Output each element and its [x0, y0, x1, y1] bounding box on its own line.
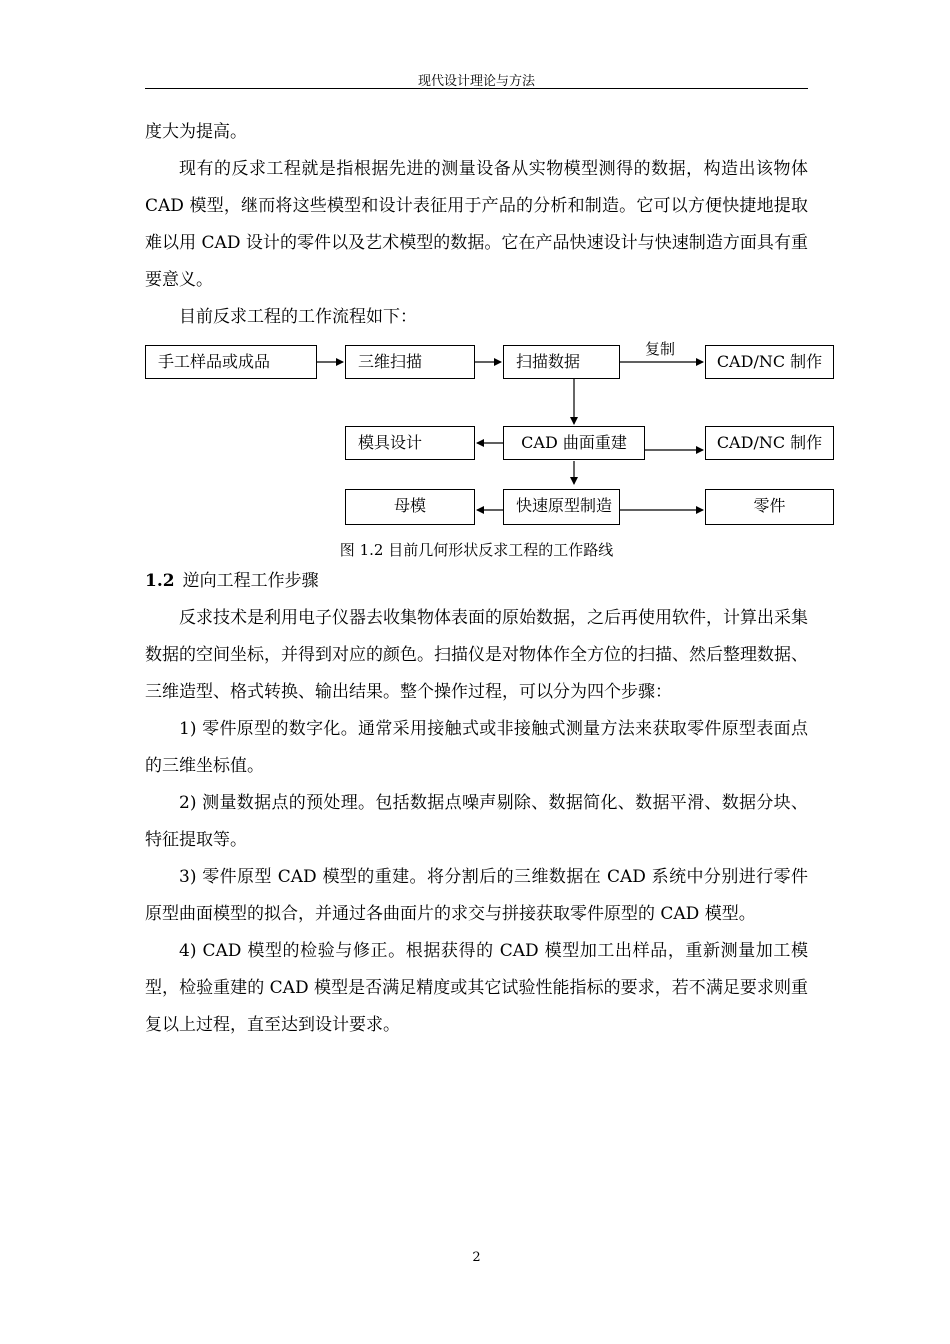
box-3d-scan: 三维扫描 — [345, 345, 475, 379]
workflow-diagram — [145, 340, 823, 535]
step-item-1: 1) 零件原型的数字化。通常采用接触式或非接触式测量方法来获取零件原型表面点的三维坐标值。 — [145, 719, 808, 776]
box-master-mold: 母模 — [345, 489, 475, 525]
box-handmade-sample: 手工样品或成品 — [145, 345, 317, 379]
paragraph-reverse-technology: 反求技术是利用电子仪器去收集物体表面的原始数据，之后再使用软件，计算出采集数据的空间坐标，并得到对应的颜色。扫描仪是对物体作全方位的扫描、然后整理数据、三维造型、格式转换、输出结果。整个操作过程，可以分为四个步骤： — [145, 608, 808, 702]
box-cad-surface-rebuild: CAD 曲面重建 — [503, 426, 645, 460]
box-part: 零件 — [705, 489, 834, 525]
page-number: 2 — [472, 1250, 481, 1265]
figure-caption: 图 1.2 目前几何形状反求工程的工作路线 — [339, 541, 614, 559]
paragraph-workflow-intro: 目前反求工程的工作流程如下： — [179, 307, 417, 327]
box-cad-nc-2: CAD/NC 制作 — [705, 426, 834, 460]
page-body — [145, 114, 823, 1044]
section-heading — [145, 563, 808, 600]
box-scan-data: 扫描数据 — [503, 345, 620, 379]
step-item-3: 3) 零件原型 CAD 模型的重建。将分割后的三维数据在 CAD 系统中分别进行零件原型曲面模型的拟合，并通过各曲面片的求交与拼接获取零件原型的 CAD 模型。 — [145, 867, 808, 924]
step-item-4: 4) CAD 模型的检验与修正。根据获得的 CAD 模型加工出样品，重新测量加工模型，检验重建的 CAD 模型是否满足精度或其它试验性能指标的要求，若不满足要求则重复以上过程，直至达到设计要求。 — [145, 941, 808, 1035]
header-rule — [145, 88, 808, 89]
section-number: 1.2 — [145, 571, 175, 591]
box-cad-nc-1: CAD/NC 制作 — [705, 345, 834, 379]
paragraph-continued: 度大为提高。 — [145, 122, 247, 142]
copy-label: 复制 — [644, 340, 676, 358]
section-title: 逆向工程工作步骤 — [182, 571, 319, 591]
step-item-2: 2) 测量数据点的预处理。包括数据点噪声剔除、数据简化、数据平滑、数据分块、特征提取等。 — [145, 793, 808, 850]
box-rapid-prototyping: 快速原型制造 — [503, 489, 620, 525]
running-header: 现代设计理论与方法 — [417, 74, 535, 89]
paragraph-reverse-engineering-definition: 现有的反求工程就是指根据先进的测量设备从实物模型测得的数据，构造出该物体 CAD 模型，继而将这些模型和设计表征用于产品的分析和制造。它可以方便快捷地提取难以用 CAD 设计的零件以及艺术模型的数据。它在产品快速设计与快速制造方面具有重要意义。 — [145, 159, 808, 290]
box-mold-design: 模具设计 — [345, 426, 475, 460]
